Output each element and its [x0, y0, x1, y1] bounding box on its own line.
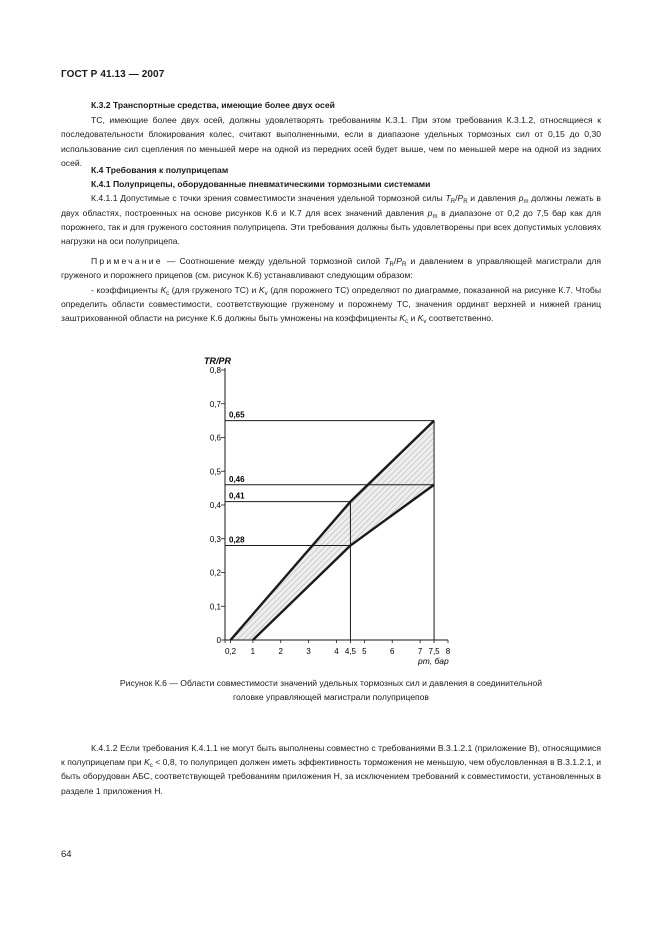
y-tick-label: 0,8: [209, 366, 221, 375]
x-tick-label: 0,2: [225, 647, 237, 656]
y-tick-label: 0,3: [209, 534, 221, 544]
reference-label: 0,46: [229, 474, 245, 484]
x-tick-label: 4,5: [344, 647, 356, 656]
x-tick-label: 6: [390, 647, 395, 656]
y-tick-label: 0,6: [209, 433, 221, 443]
x-tick-label: 2: [278, 647, 283, 656]
x-axis-label: pm, бар: [418, 656, 449, 666]
paragraph-k412: К.4.1.2 Если требования К.4.1.1 не могут быть выполнены совместно с требованиями В.3.1.2.1 (приложение В), относящимися к полуприцепам при $K_c < 0,8$, то полуприцеп должен иметь эффективность торможения не меньшую, чем обусловленная в В.3.1.2.1, и быть оборудован АБС, соответствующей требованиям приложения Н, за исключением требований к совместимости, установленных в разделе 1 приложения Н.: [61, 743, 601, 796]
x-tick-label: 8: [445, 647, 451, 656]
reference-label: 0,28: [229, 535, 245, 545]
reference-label: 0,65: [229, 410, 245, 420]
y-tick-label: 0,1: [209, 602, 221, 612]
y-tick-label: 0,4: [209, 501, 221, 510]
x-tick-label: 3: [306, 647, 311, 656]
x-tick-label: 7,5: [428, 647, 440, 656]
y-tick-label: 0,2: [209, 568, 221, 578]
y-tick-label: 0,5: [209, 467, 221, 477]
document-header: ГОСТ Р 41.13 — 2007: [61, 69, 165, 80]
page-number: 64: [61, 849, 72, 860]
section-k32-title: К.3.2 Транспортные средства, имеющие более двух осей: [91, 100, 335, 110]
y-axis-label: TR/PR: [204, 356, 231, 366]
section-k32-paragraph: ТС, имеющие более двух осей, должны удовлетворять требованиям К.3.1. При этом требования К.3.1.2, относящиеся к последовательности блокирования колес, считают выполненными, если в диапазоне удельных тормозных сил от 0,15 до 0,30 использование сил сцепления по меньшей мере на одной из передних осей будет выше, чем по меньшей мере на одной из задних осей.: [61, 115, 601, 168]
x-tick-label: 7: [417, 647, 423, 656]
section-k4-title: К.4 Требования к полуприцепам: [91, 165, 229, 175]
compatibility-area: [231, 421, 434, 640]
section-k41-title: К.4.1 Полуприцепы, оборудованные пневматическими тормозными системами: [91, 179, 431, 190]
x-tick-label: 1: [250, 647, 256, 656]
note-paragraph: Примечание — Соотношение между удельной тормозной силой $T_R/P_R$ и давлением в управляющей магистрали для груженого и порожнего прицепов (см. рисунок К.6) устанавливают следующим образом:: [61, 256, 602, 281]
figure-caption: [61, 676, 601, 704]
paragraph-k411: К.4.1.1 Допустимые с точки зрения совместимости значения удельной тормозной силы $T_R/P_R$ и давления $p_m$ должны лежать в двух областях, построенных на основе рисунков К.6 и К.7 для всех значений давления $p_m$ в диапазоне от 0,2 до 7,5 бар как для порожнего, так и для груженого состояния полуприцепа. Эти требования должны быть удовлетворены при всех допустимых условиях нагрузки на оси полуприцепа.: [61, 193, 602, 247]
y-tick-label: 0,7: [209, 399, 221, 409]
figure-caption-line-2: головке управляющей магистрали полуприцепов: [233, 692, 429, 702]
x-tick-label: 5: [362, 647, 367, 656]
reference-label: 0,41: [229, 491, 245, 501]
note-bullet: - коэффициенты $K_c$ (для груженого ТС) и $K_v$ (для порожнего ТС) определяют по диаграмме, показанной на рисунке К.7. Чтобы определить области совместимости, соответствующие груженому и порожнему ТС, значения ординат верхней и нижней границ заштрихованной области на рисунке К.6 должны быть умножены на коэффициенты $K_c$ и $K_v$ соответственно.: [61, 284, 602, 326]
figure-caption-line-1: Рисунок К.6 — Области совместимости значений удельных тормозных сил и давления в соединительной: [119, 678, 543, 688]
x-tick-label: 4: [334, 647, 339, 656]
y-tick-label: 0: [216, 636, 221, 645]
